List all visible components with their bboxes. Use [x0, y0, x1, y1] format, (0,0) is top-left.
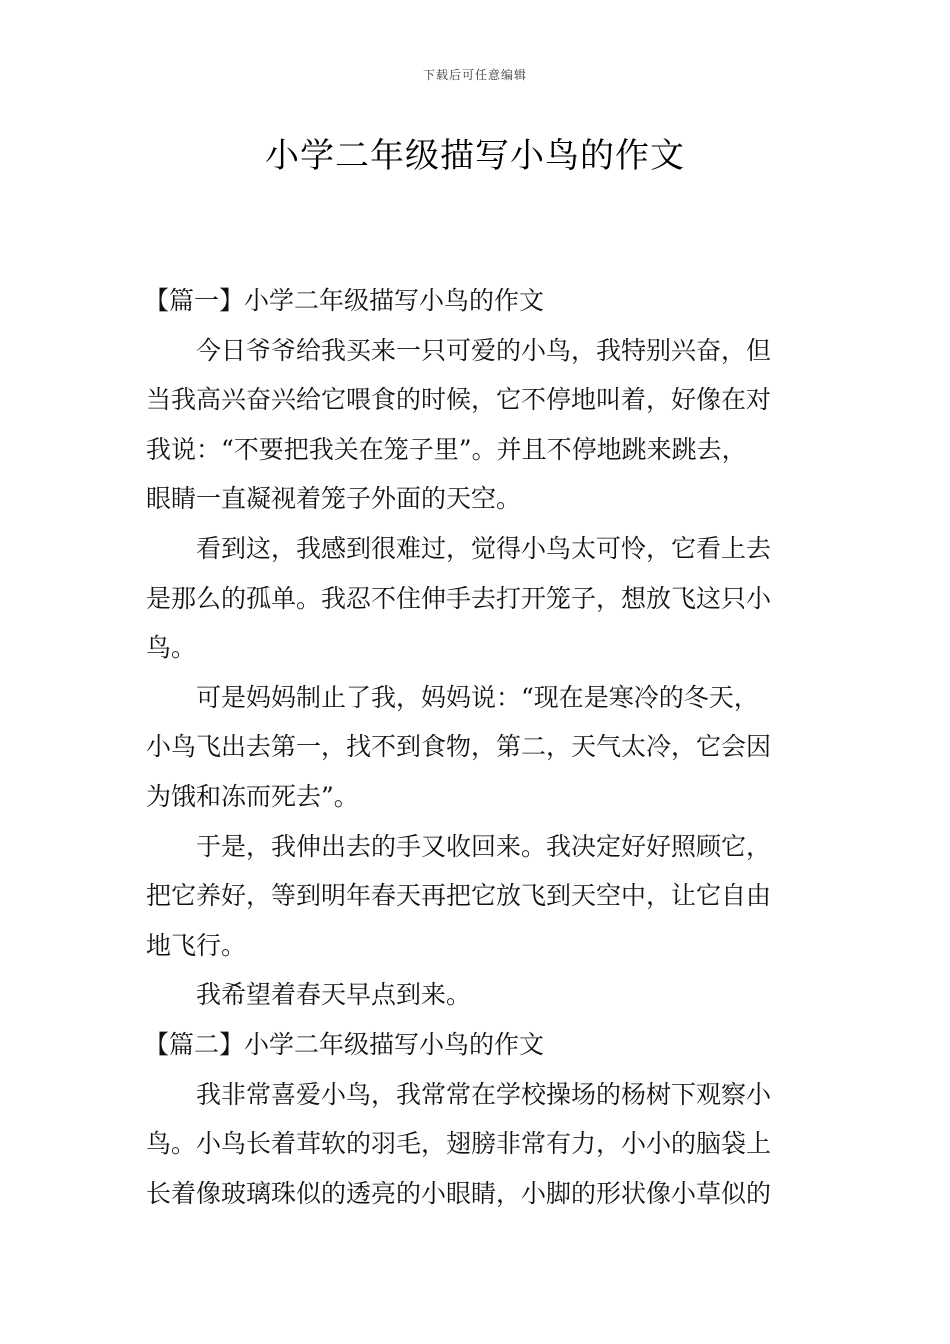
- document-title: 小学二年级描写小鸟的作文: [265, 136, 685, 176]
- text-line: 可是妈妈制止了我，妈妈说：“现在是寒冷的冬天，: [196, 682, 759, 712]
- text-line: 我说：“不要把我关在笼子里”。并且不停地跳来跳去，: [146, 434, 747, 464]
- text-line: 地飞行。: [146, 930, 247, 960]
- text-line: 把它养好，等到明年春天再把它放飞到天空中，让它自由: [146, 881, 772, 911]
- text-line: 小鸟飞出去第一，找不到食物，第二，天气太冷，它会因: [146, 732, 772, 762]
- section-heading-1: 【篇一】小学二年级描写小鸟的作文: [144, 286, 545, 315]
- text-line: 我非常喜爱小鸟，我常常在学校操场的杨树下观察小: [196, 1079, 772, 1109]
- text-line: 鸟。小鸟长着茸软的羽毛，翅膀非常有力，小小的脑袋上: [146, 1129, 772, 1159]
- text-line: 于是，我伸出去的手又收回来。我决定好好照顾它，: [196, 831, 772, 861]
- text-line: 长着像玻璃珠似的透亮的小眼睛，小脚的形状像小草似的: [146, 1178, 772, 1208]
- page-header-note: 下载后可任意编辑: [422, 68, 527, 82]
- text-line: 看到这，我感到很难过，觉得小鸟太可怜，它看上去: [196, 533, 772, 563]
- text-line: 为饿和冻而死去”。: [146, 781, 359, 811]
- text-line: 眼睛一直凝视着笼子外面的天空。: [146, 484, 522, 514]
- text-line: 是那么的孤单。我忍不住伸手去打开笼子，想放飞这只小: [146, 583, 772, 613]
- section-heading-2: 【篇二】小学二年级描写小鸟的作文: [144, 1029, 545, 1059]
- text-line: 我希望着春天早点到来。: [196, 980, 472, 1010]
- text-line: 鸟。: [146, 633, 197, 663]
- text-line: 今日爷爷给我买来一只可爱的小鸟，我特别兴奋，但: [196, 335, 772, 365]
- document-body: [146, 276, 808, 1218]
- text-line: 当我高兴奋兴给它喂食的时候，它不停地叫着，好像在对: [146, 385, 772, 415]
